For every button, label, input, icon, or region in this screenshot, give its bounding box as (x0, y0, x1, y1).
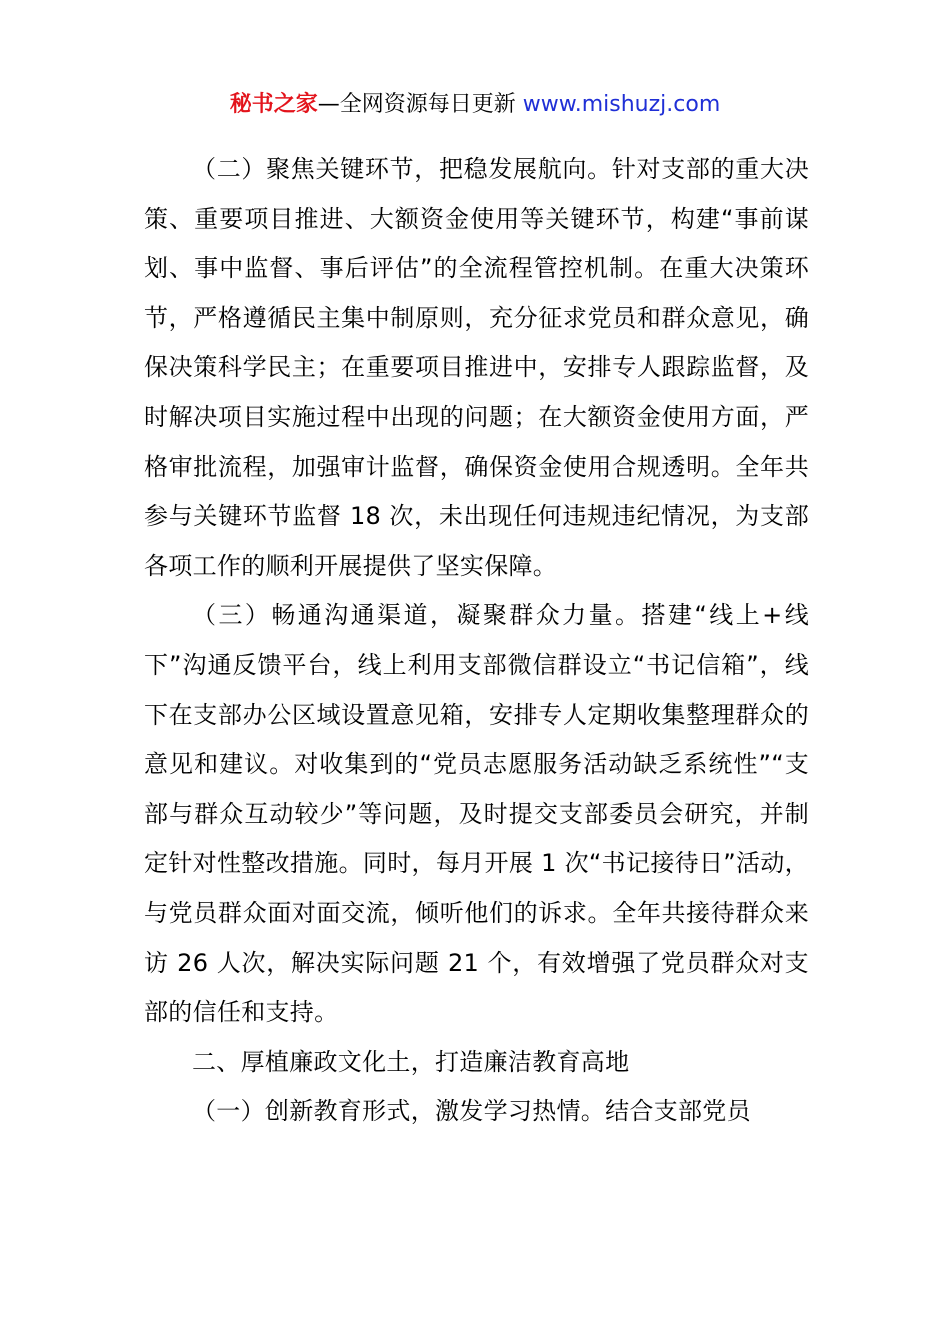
site-header (0, 88, 950, 122)
paragraph-subsection-1: （一）创新教育形式，激发学习热情。结合支部党员 (192, 1097, 751, 1126)
paragraph-section-3: （三）畅通沟通渠道，凝聚群众力量。搭建“线上+线下”沟通反馈平台，线上利用支部微信群设立“书记信箱”，线下在支部办公区域设置意见箱，安排专人定期收集整理群众的意见和建议。对收集到的“党员志愿服务活动缺乏系统性”“支部与群众互动较少”等问题，及时提交支部委员会研究，并制定针对性整改措施。同时，每月开展 1 次“书记接待日”活动，与党员群众面对面交流，倾听他们的诉求。全年共接待群众来访 26 人次，解决实际问题 21 个，有效增强了党员群众对支部的信任和支持。 (144, 601, 809, 1027)
site-tagline: —全网资源每日更新 (317, 92, 523, 117)
section-heading: 二、厚植廉政文化土，打造廉洁教育高地 (192, 1047, 630, 1076)
paragraph-section-2: （二）聚焦关键环节，把稳发展航向。针对支部的重大决策、重要项目推进、大额资金使用等关键环节，构建“事前谋划、事中监督、事后评估”的全流程管控机制。在重大决策环节，严格遵循民主集中制原则，充分征求党员和群众意见，确保决策科学民主；在重要项目推进中，安排专人跟踪监督，及时解决项目实施过程中出现的问题；在大额资金使用方面，严格审批流程，加强审计监督，确保资金使用合规透明。全年共参与关键环节监督 18 次，未出现任何违规违纪情况，为支部各项工作的顺利开展提供了坚实保障。 (144, 155, 809, 580)
document-body (144, 145, 809, 1137)
site-brand: 秘书之家 (229, 92, 318, 117)
site-url[interactable]: www.mishuzj.com (522, 92, 721, 117)
